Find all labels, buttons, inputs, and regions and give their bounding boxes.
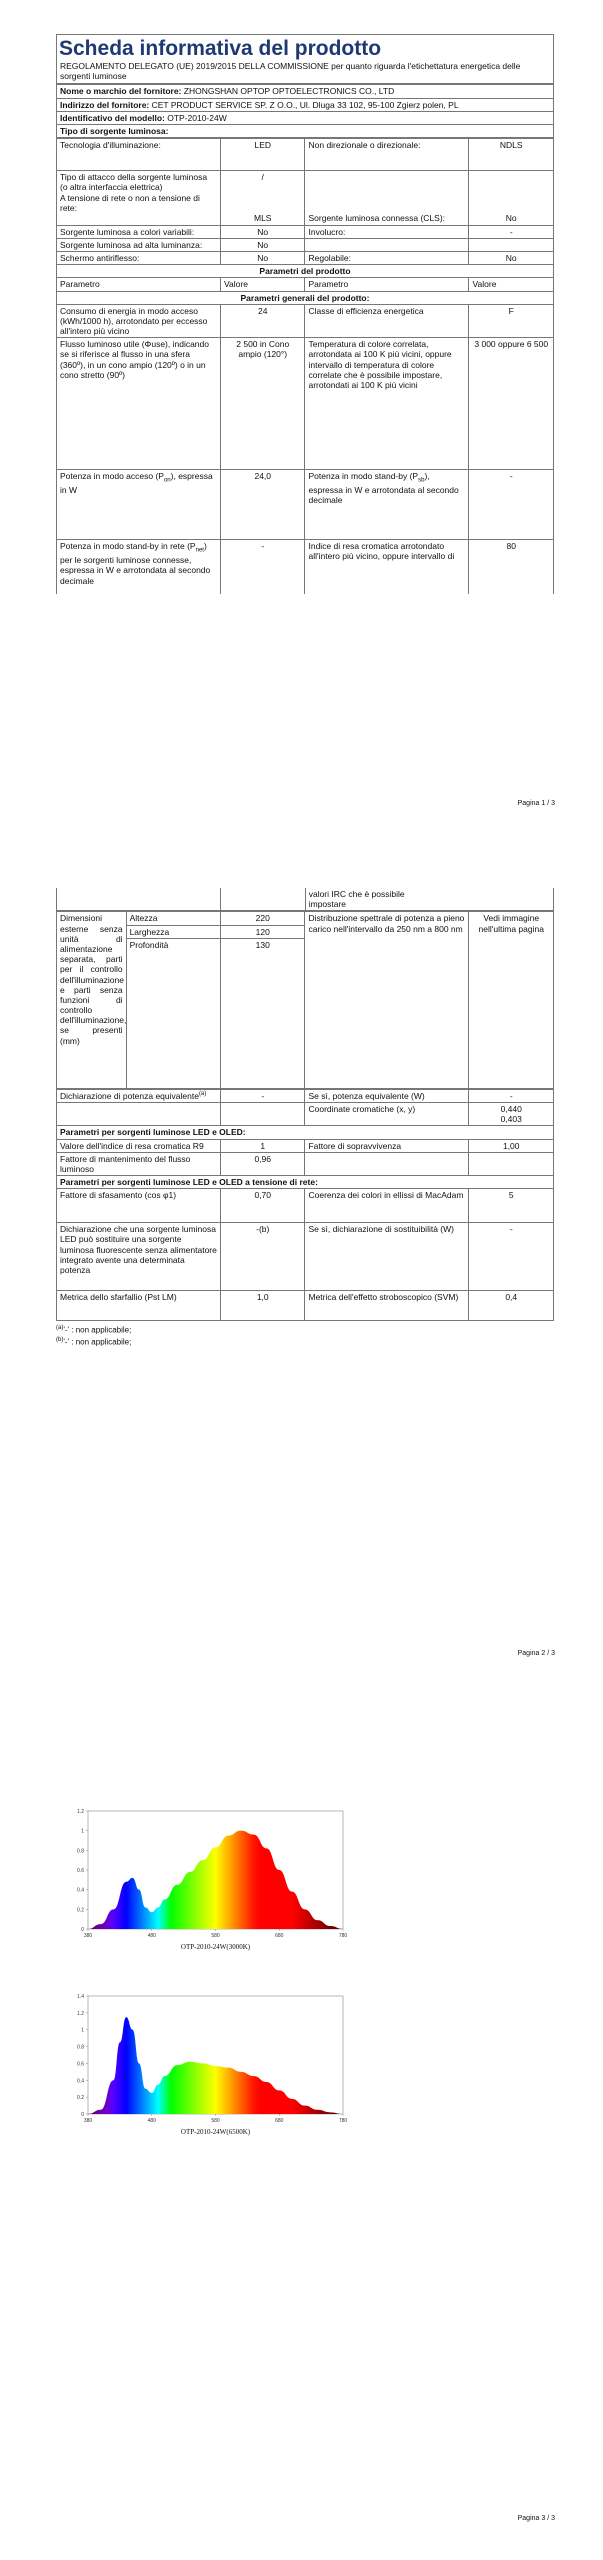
x-tick-label: 580 [211, 1933, 220, 1939]
cls-value: No [469, 171, 554, 225]
y-tick-label: 0.4 [77, 2078, 84, 2085]
x-tick-label: 480 [147, 1933, 156, 1939]
params-table-2 [56, 1089, 554, 1322]
address-row [57, 98, 554, 111]
y-tick-label: 0.6 [77, 1868, 84, 1874]
page-title: Scheda informativa del prodotto [56, 34, 554, 60]
address-label: Indirizzo del fornitore: [60, 99, 150, 110]
pon-value: 24,0 [221, 470, 305, 540]
cap-cell [57, 171, 221, 225]
envelope-label: Involucro: [305, 225, 469, 238]
y-tick-label: 1.2 [77, 2010, 84, 2017]
chart-caption: OTP-2010-24W(6500K) [180, 2128, 251, 2136]
replace-value: -(b) [221, 1223, 305, 1291]
model-label: Identificativo del modello: [60, 112, 165, 123]
cap-mains-values [221, 171, 305, 225]
page-1-content [56, 34, 554, 594]
empty-cell [305, 238, 469, 251]
envelope-value: - [469, 225, 554, 238]
flux-label: Flusso luminoso utile (Φuse), indicando se si riferisce al flusso in una sfera (360º), in un cono ampio (120º) o in un cono stretto (90º) [57, 338, 221, 470]
tech-value: LED [221, 139, 305, 171]
col-value-2: Valore [469, 278, 554, 291]
maint-label: Fattore di mantenimento del flusso luminoso [57, 1152, 221, 1175]
class-value: F [469, 304, 554, 338]
general-header: Parametri generali del prodotto: [57, 291, 554, 304]
mains-value: MLS [254, 213, 272, 224]
cct-value: 3 000 oppure 6 500 [469, 338, 554, 470]
spectrum-area [88, 2017, 343, 2114]
supplier-row [57, 85, 554, 98]
flux-value: 2 500 in Cono ampio (120°) [221, 338, 305, 470]
nondir-value: NDLS [469, 139, 554, 171]
params-table-cont [56, 888, 554, 911]
macadam-value: 5 [469, 1189, 554, 1223]
empty-cell [57, 888, 221, 911]
width-value: 120 [221, 925, 305, 938]
surv-value: 1,00 [469, 1139, 554, 1152]
page-number: Pagina 2 / 3 [517, 1650, 555, 1657]
x-tick-label: 380 [83, 2118, 93, 2124]
y-tick-label: 1 [81, 1828, 84, 1835]
x-tick-label: 480 [147, 2118, 156, 2124]
y-tick-label: 0.2 [77, 2095, 84, 2102]
depth-value: 130 [221, 938, 305, 1088]
pnet-value: - [221, 540, 305, 594]
empty-cell [221, 888, 306, 911]
replace-label: Dichiarazione che una sorgente luminosa LED può sostituire una sorgente luminosa fluorescente senza alimentatore integrato avente una determinata potenza [57, 1223, 221, 1291]
chroma-label: Coordinate cromatiche (x, y) [305, 1102, 469, 1125]
empty-cell [469, 1152, 554, 1175]
y-tick-label: 0 [81, 2112, 84, 2118]
glare-value: No [221, 251, 305, 264]
address-value: CET PRODUCT SERVICE SP. Z O.O., Ul. Dluga 33 102, 95-100 Zgierz polen, PL [151, 99, 459, 110]
dim-label: Regolabile: [305, 251, 469, 264]
spectrum-svg-6500k [66, 1990, 356, 2140]
energy-label: Consumo di energia in modo acceso (kWh/1000 h), arrotondato per eccesso all'intero più vicino [57, 304, 221, 338]
supplier-value: ZHONGSHAN OPTOP OPTOELECTRONICS CO., LTD [183, 86, 395, 97]
y-tick-label: 0 [81, 1927, 84, 1933]
footnote-a: $^{(a)}$'-' : non applicabile; [56, 1325, 132, 1335]
yes-power-label: Se sì, potenza equivalente (W) [305, 1089, 469, 1102]
colour-value: No [221, 225, 305, 238]
y-tick-label: 0.8 [77, 1848, 84, 1855]
model-row [57, 111, 554, 124]
psb-label: Potenza in modo stand-by $(P_{sb})$, espressa in W e arrotondata al secondo decimale [305, 470, 469, 540]
spectrum-svg-3000k [66, 1805, 356, 1955]
maint-value: 0,96 [221, 1152, 305, 1175]
y-tick-label: 1 [81, 2027, 84, 2034]
spd-label: Distribuzione spettrale di potenza a pieno carico nell'intervallo da 250 nm a 800 nm [305, 912, 469, 1088]
page-number: Pagina 1 / 3 [517, 800, 555, 807]
source-type-header: Tipo di sorgente luminosa: [57, 125, 554, 138]
yes-power-value: - [469, 1089, 554, 1102]
cri-cont: valori IRC che è possibile impostare [305, 888, 554, 911]
y-tick-label: 1.4 [77, 1994, 84, 2000]
y-tick-label: 0.2 [77, 1907, 84, 1914]
dim-value: No [469, 251, 554, 264]
page-2-content [56, 888, 554, 1347]
page-number: Pagina 3 / 3 [517, 2515, 555, 2522]
page-2 [0, 860, 603, 1710]
chroma-value: 0,440 0,403 [469, 1102, 554, 1125]
cri-label: Indice di resa cromatica arrotondato all'intero più vicino, oppure intervallo di [305, 540, 469, 594]
empty-cell [469, 238, 554, 251]
pon-label: Potenza in modo acceso $(P_{on})$, espressa in W [57, 470, 221, 540]
cct-label: Temperatura di colore correlata, arrotondata ai 100 K più vicini, oppure intervallo di temperatura di colore correlate che è possibile impostare, arrotondati ai 100 K più vicini [305, 338, 469, 470]
macadam-label: Coerenza dei colori in ellissi di MacAdam [305, 1189, 469, 1223]
cls-label: Sorgente luminosa connessa (CLS): [305, 171, 469, 225]
y-tick-label: 0.8 [77, 2044, 84, 2051]
params-header: Parametri del prodotto [57, 265, 554, 278]
hl-label: Sorgente luminosa ad alta luminanza: [57, 238, 221, 251]
surv-label: Fattore di sopravvivenza [305, 1139, 469, 1152]
class-label: Classe di efficienza energetica [305, 304, 469, 338]
cap-label: Tipo di attacco della sorgente luminosa [60, 172, 208, 183]
width-label: Larghezza [126, 925, 220, 938]
psb-value: - [469, 470, 554, 540]
pf-label: Fattore di sfasamento (cos φ1) [57, 1189, 221, 1223]
page-1 [0, 0, 603, 860]
glare-label: Schermo antiriflesso: [57, 251, 221, 264]
cap-value: / [261, 172, 264, 183]
col-param-1: Parametro [57, 278, 221, 291]
x-tick-label: 780 [338, 1933, 348, 1939]
x-tick-label: 680 [275, 1933, 284, 1939]
pst-label: Metrica dello sfarfallio (Pst LM) [57, 1291, 221, 1321]
svm-label: Metrica dell'effetto stroboscopico (SVM) [305, 1291, 469, 1321]
svm-value: 0,4 [469, 1291, 554, 1321]
energy-value: 24 [221, 304, 305, 338]
x-tick-label: 580 [211, 2118, 220, 2124]
pf-value: 0,70 [221, 1189, 305, 1223]
empty-cell [221, 1102, 305, 1125]
replace-w-label: Se sì, dichiarazione di sostituibilità (W) [305, 1223, 469, 1291]
dim-label: Dimensioni esterne senza unità di alimentazione separata, parti per il controllo dell'illuminazione e parti senza funzioni di controllo dell'illuminazione, se presenti (mm) [57, 912, 127, 1088]
pnet-label: Potenza in modo stand-by in rete $(P_{net})$ per le sorgenti luminose connesse, espressa in W e arrotondata al secondo decimale [57, 540, 221, 594]
x-tick-label: 680 [275, 2118, 284, 2124]
y-tick-label: 0.6 [77, 2061, 84, 2068]
mains-label: A tensione di rete o non a tensione di rete: [60, 192, 200, 213]
spectrum-chart-3000k [66, 1805, 356, 1955]
footnote-b: $^{(b)}$'-' : non applicabile; [56, 1336, 132, 1347]
supplier-table [56, 84, 554, 138]
model-value: OTP-2010-24W [167, 112, 227, 123]
cri-value: 80 [469, 540, 554, 594]
y-tick-label: 0.4 [77, 1887, 84, 1894]
page-3 [0, 1710, 603, 2560]
mains-header: Parametri per sorgenti luminose LED e OLED a tensione di rete: [57, 1176, 554, 1189]
led-header: Parametri per sorgenti luminose LED e OLED: [57, 1126, 554, 1139]
replace-w-value: - [469, 1223, 554, 1291]
supplier-label: Nome o marchio del fornitore: [60, 86, 182, 97]
pst-value: 1,0 [221, 1291, 305, 1321]
r9-label: Valore dell'indice di resa cromatica R9 [57, 1139, 221, 1152]
r9-value: 1 [221, 1139, 305, 1152]
empty-cell [57, 1102, 221, 1125]
col-value-1: Valore [221, 278, 305, 291]
depth-label: Profondità [126, 938, 220, 1088]
height-value: 220 [221, 912, 305, 925]
spectrum-area [88, 1831, 343, 1929]
cap-label-2: (o altra interfaccia elettrica) [60, 182, 163, 193]
x-tick-label: 780 [338, 2118, 348, 2124]
tech-label: Tecnologia d'illuminazione: [57, 139, 221, 171]
regulation-text: REGOLAMENTO DELEGATO (UE) 2019/2015 DELLA COMMISSIONE per quanto riguarda l'etichettatura energetica delle sorgenti luminose [56, 60, 554, 84]
spectrum-chart-6500k [66, 1990, 356, 2140]
x-tick-label: 380 [83, 1933, 93, 1939]
chart-caption: OTP-2010-24W(3000K) [180, 1943, 251, 1951]
colour-label: Sorgente luminosa a colori variabili: [57, 225, 221, 238]
y-tick-label: 1.2 [77, 1809, 84, 1815]
col-param-2: Parametro [305, 278, 469, 291]
source-type-table [56, 138, 554, 594]
spd-value: Vedi immagine nell'ultima pagina [469, 912, 554, 1088]
equiv-value: - [221, 1089, 305, 1102]
equiv-label: Dichiarazione di potenza equivalente$^{(a)}$ [57, 1089, 221, 1102]
hl-value: No [221, 238, 305, 251]
empty-cell [305, 1152, 469, 1175]
height-label: Altezza [126, 912, 220, 925]
dimensions-table [56, 911, 554, 1088]
nondir-label: Non direzionale o direzionale: [305, 139, 469, 171]
